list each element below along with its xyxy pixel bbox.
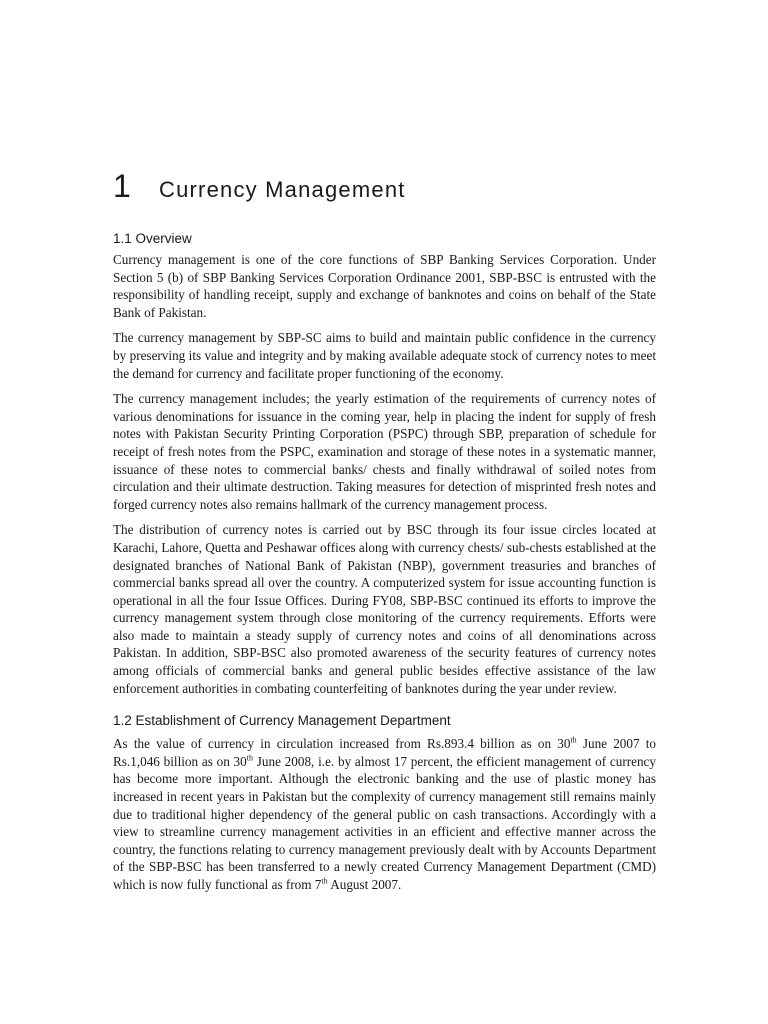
section-heading-overview: 1.1 Overview xyxy=(113,231,192,246)
chapter-number: 1 xyxy=(113,168,131,204)
superscript: th xyxy=(321,876,328,886)
paragraph: The currency management by SBP-SC aims to build and maintain public confidence in the currency by preserving its value and integrity and by making available adequate stock of currency notes to meet the demand for currency and facilitate proper functioning of the economy. xyxy=(113,330,656,381)
chapter-heading xyxy=(113,168,656,205)
paragraph-text: June 2008, i.e. by almost 17 percent, the efficient management of currency has become more important. Although the electronic banking and the use of plastic money has increased in recent years in Pakistan but the complexity of currency management still remains mainly due to traditional higher dependency of the general public on cash transactions. Accordingly with a view to streamline currency management activities in an efficient and effective manner across the country, the functions relating to currency management previously dealt with by Accounts Department of the SBP-BSC has been transferred to a newly created Currency Management Department (CMD) which is now fully functional as from 7 xyxy=(113,753,656,892)
paragraph-text: As the value of currency in circulation increased from Rs.893.4 billion as on 30 xyxy=(113,736,571,752)
superscript: th xyxy=(246,753,253,763)
paragraph: The currency management includes; the yearly estimation of the requirements of currency notes of various denominations for issuance in the coming year, help in placing the indent for supply of fresh notes with Pakistan Security Printing Corporation (PSPC) through SBP, preparation of schedule for receipt of fresh notes from the PSPC, examination and storage of these notes in a systematic manner, issuance of these notes to commercial banks/ chests and finally withdrawal of soiled notes from circulation and their ultimate destruction. Taking measures for detection of misprinted fresh notes and forged currency notes also remains hallmark of the currency management process. xyxy=(113,391,656,512)
document-page xyxy=(113,168,656,902)
chapter-title: Currency Management xyxy=(159,177,406,202)
paragraph: Currency management is one of the core functions of SBP Banking Services Corporation. Under Section 5 (b) of SBP Banking Services Corporation Ordinance 2001, SBP-BSC is entrusted with the responsibility of handling receipt, supply and exchange of banknotes and coins on behalf of the State Bank of Pakistan. xyxy=(113,252,656,320)
superscript: th xyxy=(570,735,577,745)
paragraph-text: August 2007. xyxy=(327,877,402,892)
paragraph xyxy=(113,735,656,893)
section-heading-establishment: 1.2 Establishment of Currency Management Department xyxy=(113,713,451,729)
paragraph-text: June 2007 to Rs.1,046 billion as on 30 xyxy=(113,736,656,769)
paragraph: The distribution of currency notes is carried out by BSC through its four issue circles located at Karachi, Lahore, Quetta and Peshawar offices along with currency chests/ sub-chests established at the designated branches of National Bank of Pakistan (NBP), government treasuries and branches of commercial banks spread all over the country. A computerized system for issue accounting function is operational in all the four Issue Offices. During FY08, SBP-BSC continued its efforts to improve the currency management system through close monitoring of the currency requirements. Efforts were also made to maintain a steady supply of currency notes and coins of all denominations across Pakistan. In addition, SBP-BSC also promoted awareness of the security features of currency notes among officials of commercial banks and general public besides effective assistance of the law enforcement authorities in combating counterfeiting of banknotes during the year under review. xyxy=(113,522,656,696)
